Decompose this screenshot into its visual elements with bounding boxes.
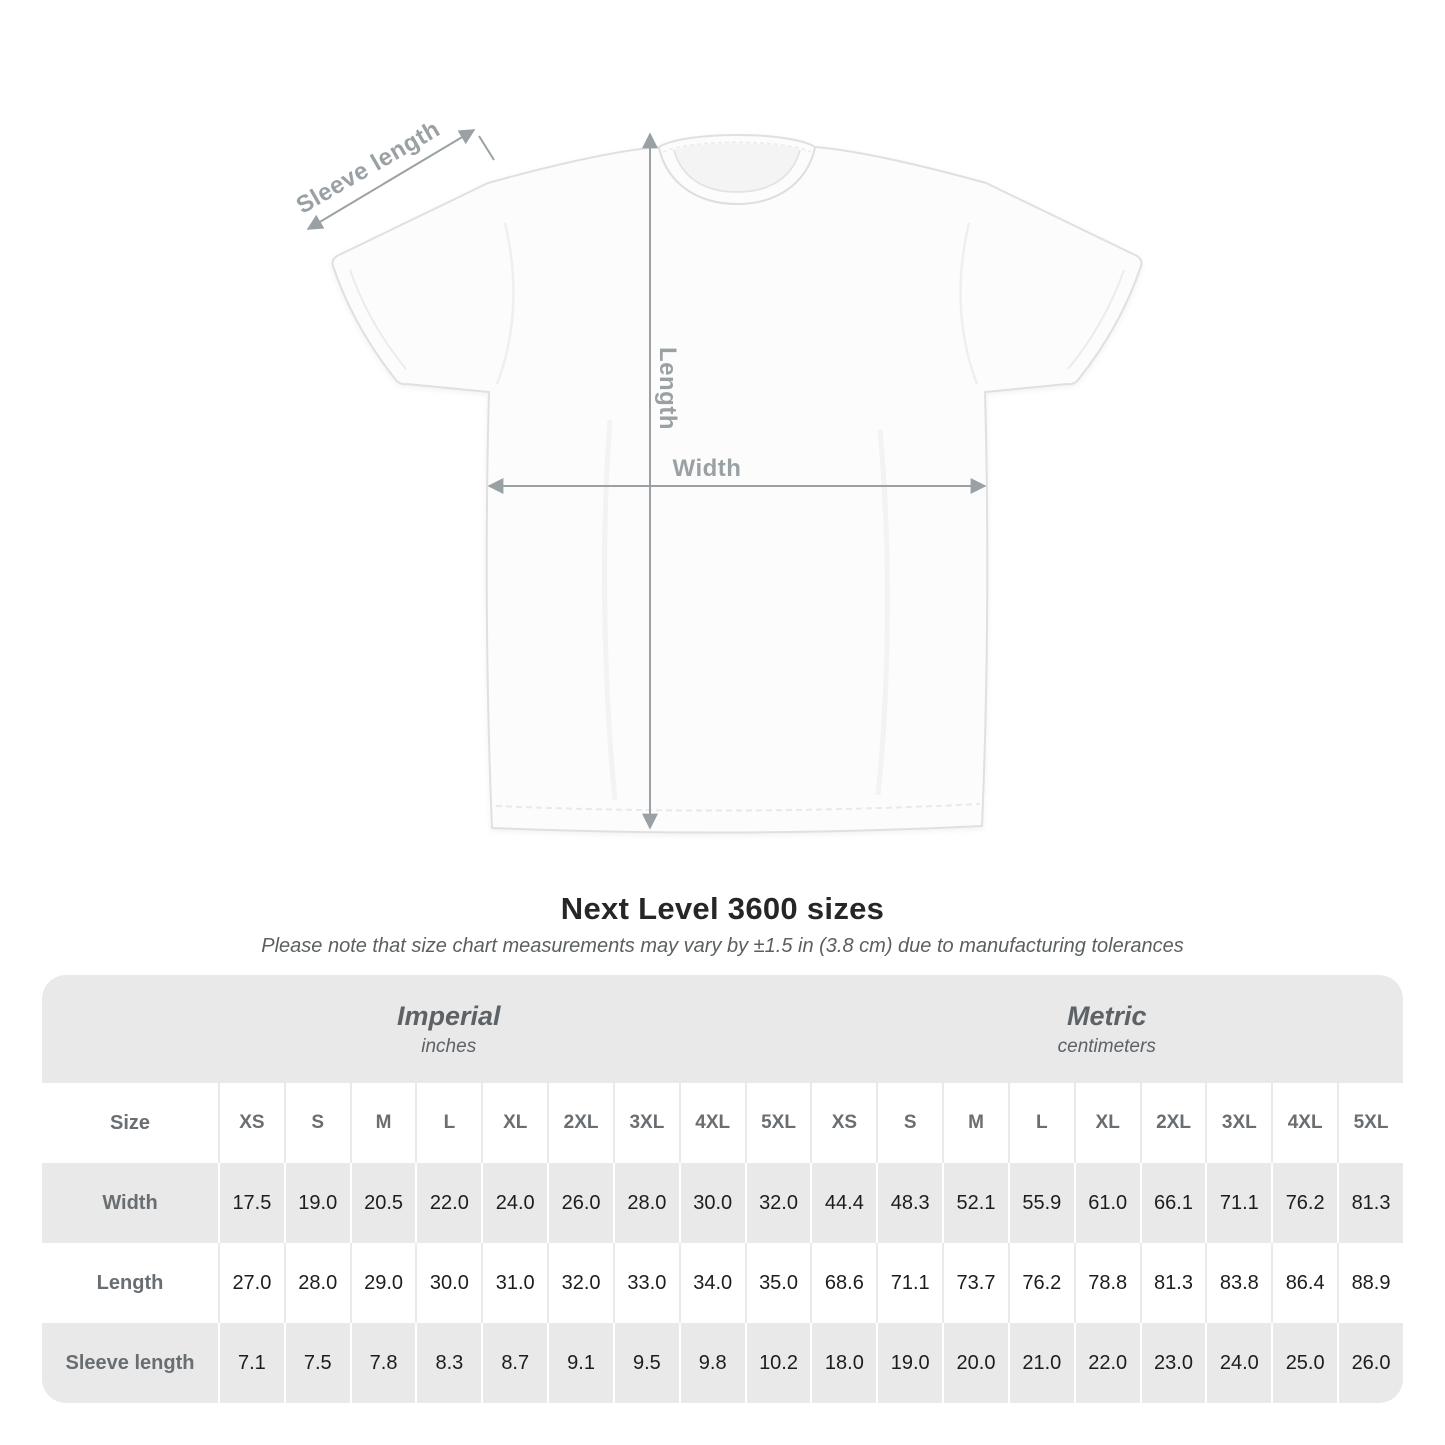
- sleeve-value-cell: 23.0: [1140, 1323, 1206, 1403]
- size-header-cell: L: [1008, 1083, 1074, 1163]
- sleeve-length-row-label: Sleeve length: [65, 1351, 195, 1374]
- sleeve-length-label: Sleeve length: [291, 115, 445, 220]
- sleeve-value-cell: 7.8: [350, 1323, 416, 1403]
- sleeve-value-cell: 20.0: [942, 1323, 1008, 1403]
- sleeve-value-cell: 7.1: [218, 1323, 284, 1403]
- width-value-cell: 71.1: [1205, 1163, 1271, 1243]
- imperial-label: Imperial: [396, 1000, 501, 1031]
- sleeve-value-cell: 18.0: [810, 1323, 876, 1403]
- length-value-cell: 88.9: [1337, 1243, 1403, 1323]
- width-value-cell: 48.3: [876, 1163, 942, 1243]
- length-value-cell: 78.8: [1074, 1243, 1140, 1323]
- tshirt-outline: [333, 135, 1142, 833]
- length-value-cell: 32.0: [547, 1243, 613, 1323]
- size-header-cell: 4XL: [1271, 1083, 1337, 1163]
- width-value-cell: 26.0: [547, 1163, 613, 1243]
- width-value-cell: 32.0: [745, 1163, 811, 1243]
- length-value-cell: 27.0: [218, 1243, 284, 1323]
- length-value-cell: 76.2: [1008, 1243, 1074, 1323]
- sleeve-value-cell: 22.0: [1074, 1323, 1140, 1403]
- length-value-cell: 68.6: [810, 1243, 876, 1323]
- size-table: [42, 975, 1403, 1403]
- sleeve-length-row: [42, 1323, 1403, 1403]
- length-value-cell: 29.0: [350, 1243, 416, 1323]
- sleeve-value-cell: 26.0: [1337, 1323, 1403, 1403]
- sleeve-value-cell: 9.8: [679, 1323, 745, 1403]
- size-header-cell: 2XL: [547, 1083, 613, 1163]
- size-header-cell: 3XL: [613, 1083, 679, 1163]
- title-block: [0, 892, 1445, 958]
- length-value-cell: 30.0: [415, 1243, 481, 1323]
- width-value-cell: 24.0: [481, 1163, 547, 1243]
- size-header-cell: M: [350, 1083, 416, 1163]
- length-value-cell: 34.0: [679, 1243, 745, 1323]
- width-value-cell: 66.1: [1140, 1163, 1206, 1243]
- width-value-cell: 55.9: [1008, 1163, 1074, 1243]
- length-value-cell: 28.0: [284, 1243, 350, 1323]
- metric-unit-label: centimeters: [1057, 1035, 1156, 1057]
- width-value-cell: 20.5: [350, 1163, 416, 1243]
- length-value-cell: 31.0: [481, 1243, 547, 1323]
- width-row-label: Width: [102, 1191, 158, 1214]
- width-value-cell: 81.3: [1337, 1163, 1403, 1243]
- size-header-cell: S: [876, 1083, 942, 1163]
- sleeve-value-cell: 24.0: [1205, 1323, 1271, 1403]
- length-value-cell: 35.0: [745, 1243, 811, 1323]
- width-value-cell: 22.0: [415, 1163, 481, 1243]
- sleeve-value-cell: 10.2: [745, 1323, 811, 1403]
- length-label: Length: [654, 347, 681, 430]
- length-value-cell: 81.3: [1140, 1243, 1206, 1323]
- sleeve-value-cell: 9.1: [547, 1323, 613, 1403]
- width-value-cell: 30.0: [679, 1163, 745, 1243]
- length-row: [42, 1243, 1403, 1323]
- page-title: Next Level 3600 sizes: [560, 891, 885, 926]
- size-header-cell: XL: [1074, 1083, 1140, 1163]
- size-header-cell: L: [415, 1083, 481, 1163]
- length-row-label: Length: [96, 1271, 164, 1294]
- length-value-cell: 33.0: [613, 1243, 679, 1323]
- tshirt-illustration: [333, 135, 1142, 833]
- width-value-cell: 44.4: [810, 1163, 876, 1243]
- width-value-cell: 76.2: [1271, 1163, 1337, 1243]
- width-value-cell: 52.1: [942, 1163, 1008, 1243]
- width-label: Width: [672, 455, 742, 482]
- metric-label: Metric: [1066, 1000, 1147, 1031]
- imperial-group-header: [42, 975, 810, 1083]
- sleeve-value-cell: 19.0: [876, 1323, 942, 1403]
- size-header-cell: XS: [810, 1083, 876, 1163]
- size-column-label: Size: [109, 1111, 151, 1134]
- size-table-container: [42, 975, 1403, 1403]
- sleeve-arrow-extension-tick: [479, 136, 494, 160]
- tolerance-note: Please note that size chart measurements may vary by ±1.5 in (3.8 cm) due to manufacturing tolerances: [261, 935, 1184, 957]
- width-row: [42, 1163, 1403, 1243]
- metric-group-header: [810, 975, 1403, 1083]
- size-header-cell: XL: [481, 1083, 547, 1163]
- width-value-cell: 61.0: [1074, 1163, 1140, 1243]
- length-value-cell: 83.8: [1205, 1243, 1271, 1323]
- width-value-cell: 19.0: [284, 1163, 350, 1243]
- sleeve-value-cell: 8.7: [481, 1323, 547, 1403]
- size-header-cell: XS: [218, 1083, 284, 1163]
- length-value-cell: 71.1: [876, 1243, 942, 1323]
- size-header-cell: 5XL: [1337, 1083, 1403, 1163]
- sleeve-value-cell: 7.5: [284, 1323, 350, 1403]
- length-value-cell: 86.4: [1271, 1243, 1337, 1323]
- width-value-cell: 17.5: [218, 1163, 284, 1243]
- size-header-cell: 5XL: [745, 1083, 811, 1163]
- size-header-cell: 2XL: [1140, 1083, 1206, 1163]
- size-header-cell: 4XL: [679, 1083, 745, 1163]
- size-header-cell: S: [284, 1083, 350, 1163]
- sleeve-value-cell: 9.5: [613, 1323, 679, 1403]
- size-header-row: [42, 1083, 1403, 1163]
- length-value-cell: 73.7: [942, 1243, 1008, 1323]
- imperial-unit-label: inches: [421, 1035, 477, 1057]
- sleeve-value-cell: 25.0: [1271, 1323, 1337, 1403]
- sleeve-value-cell: 21.0: [1008, 1323, 1074, 1403]
- sleeve-value-cell: 8.3: [415, 1323, 481, 1403]
- width-value-cell: 28.0: [613, 1163, 679, 1243]
- size-header-cell: M: [942, 1083, 1008, 1163]
- unit-groups-row: [42, 975, 1403, 1083]
- size-header-cell: 3XL: [1205, 1083, 1271, 1163]
